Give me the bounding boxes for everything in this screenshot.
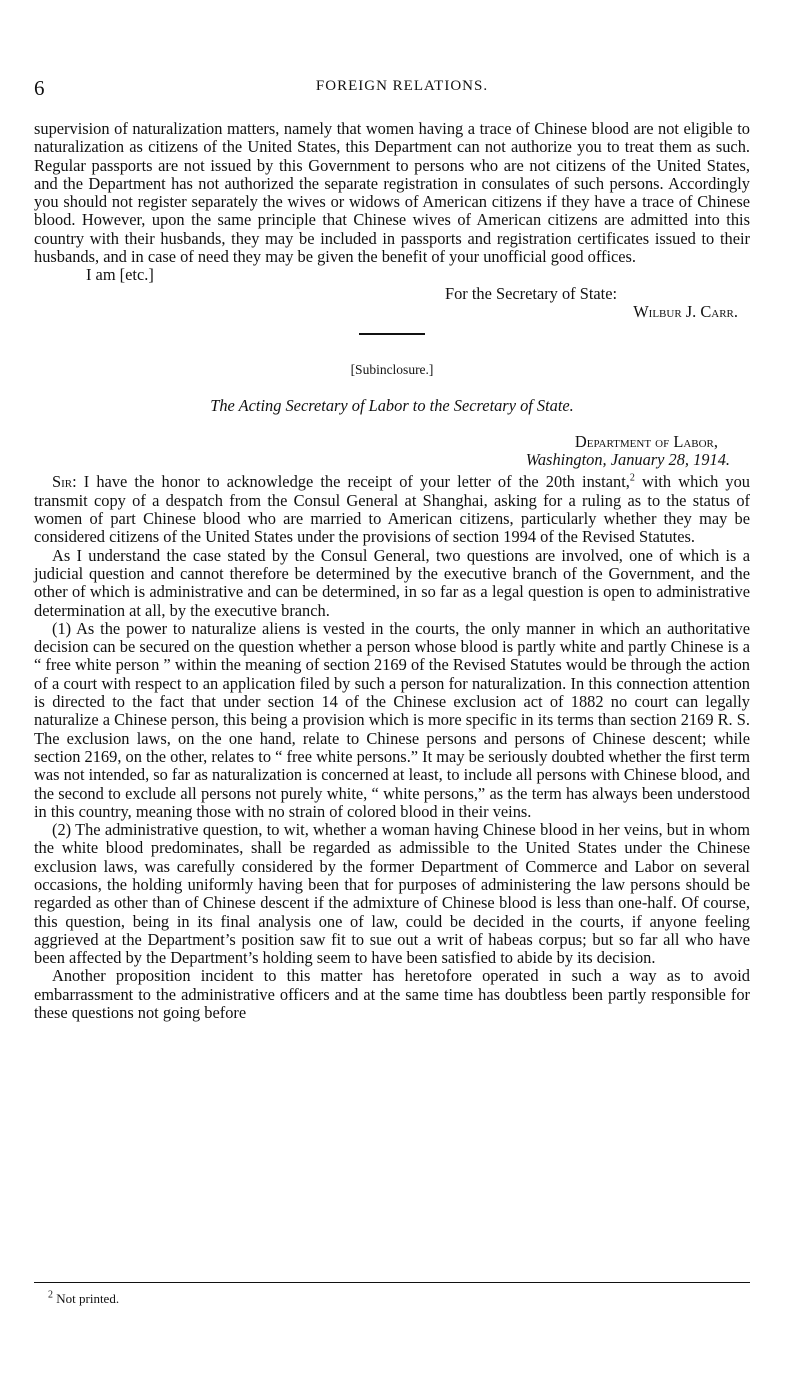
dateline-place-date: Washington, January 28, 1914.	[525, 450, 730, 470]
paragraph-text: with which you transmit copy of a despatch from the Consul General at Shanghai, asking for a ruling as to the status of women of part Chinese blood who are married to American citizens, particularly whether they may be considered citizens of the United States under the provisions of section 1994 of the Revised Statutes.	[34, 472, 750, 547]
letter-closing: I am [etc.]	[86, 265, 154, 285]
salutation: Sir:	[52, 472, 77, 492]
body-paragraph: As I understand the case stated by the Consul General, two questions are involved, one of which is a judicial question and cannot therefore be determined by the executive branch of the Government, and the other of which is administrative and can be determined, in so far as a legal question is open to administrative determination at all, by the executive branch.	[34, 545, 750, 620]
footnote-mark: 2	[48, 1289, 53, 1301]
dateline-department: Department of Labor,	[574, 431, 718, 451]
footnote-divider	[34, 1282, 750, 1283]
body-paragraph: Another proposition incident to this matter has heretofore operated in such a way as to avoid embarrassment to the administrative officers and at the same time has doubtless been partly responsible for these questions not going before	[34, 966, 750, 1023]
page-header	[34, 76, 770, 100]
letter-paragraph: supervision of naturalization matters, namely that women having a trace of Chinese blood are not eligible to naturalization as citizens of the United States, this Department can not authorize you to treat them as such. Regular passports are not issued by this Government to persons who are not citizens of the United States, and the Department has not authorized the separate registration in consulates of such persons. Accordingly you should not register separately the wives or widows of American citizens if they have a trace of Chinese blood. However, upon the same principle that Chinese wives of American citizens are admitted into this country with their husbands, they may be included in passports and registration certificates issued to their husbands, and in case of need they may be given the benefit of your unofficial good offices.	[34, 119, 750, 267]
body-paragraph: (2) The administrative question, to wit, whether a woman having Chinese blood in her veins, but in whom the white blood predominates, shall be regarded as admissible to the United States under the Chinese exclusion laws, was carefully considered by the former Department of Commerce and Labor on several occasions, the holding uniformly having been that for purposes of administering the law persons should be regarded as other than of Chinese descent if the admixture of Chinese blood is less than one-half. Of course, this question, being in its final analysis one of law, could be decided in the courts, if anyone feeling aggrieved at the Department’s position saw fit to sue out a writ of habeas corpus; but so far all who have been affected by the Department’s holding seem to have been satisfied to abide by its decision.	[34, 820, 750, 968]
page-number: 6	[34, 76, 45, 100]
paragraph-text: I have the honor to acknowledge the receipt of your letter of the 20th instant,	[76, 472, 630, 492]
subinclosure-label: [Subinclosure.]	[350, 362, 434, 378]
footnote-text: Not printed.	[53, 1291, 120, 1306]
footnote-ref: 2	[629, 472, 635, 484]
footnote	[48, 1291, 119, 1307]
running-head: FOREIGN RELATIONS.	[315, 78, 489, 94]
body-paragraph: (1) As the power to naturalize aliens is vested in the courts, the only manner in which an authoritative decision can be secured on the question whether a person whose blood is partly white and partly Chinese is a “ free white person ” within the meaning of section 2169 of the Revised Statutes would be through the action of a court with respect to an application filed by such a person for naturalization. In this connection attention is directed to the fact that under section 14 of the Chinese exclusion act of 1882 no court can legally naturalize a Chinese person, this being a provision which is more specific in its terms than section 2169 R. S. The exclusion laws, on the one hand, relate to Chinese persons and persons of Chinese descent; while section 2169, on the other, relates to “ free white persons.” It may be seriously doubted whether the first term was not intended, so far as naturalization is concerned at least, to include all persons with Chinese blood, and the second to exclude all persons not purely white, “ white persons,” as the term has always been understood in this country, meaning those with no strain of colored blood in their veins.	[34, 618, 750, 821]
signature-line: For the Secretary of State:	[445, 283, 618, 303]
page-body	[34, 120, 750, 1022]
signature-name: Wilbur J. Carr.	[633, 301, 738, 321]
section-divider	[359, 333, 425, 335]
body-paragraph	[34, 473, 750, 546]
document-title: The Acting Secretary of Labor to the Secretary of State.	[210, 395, 574, 415]
